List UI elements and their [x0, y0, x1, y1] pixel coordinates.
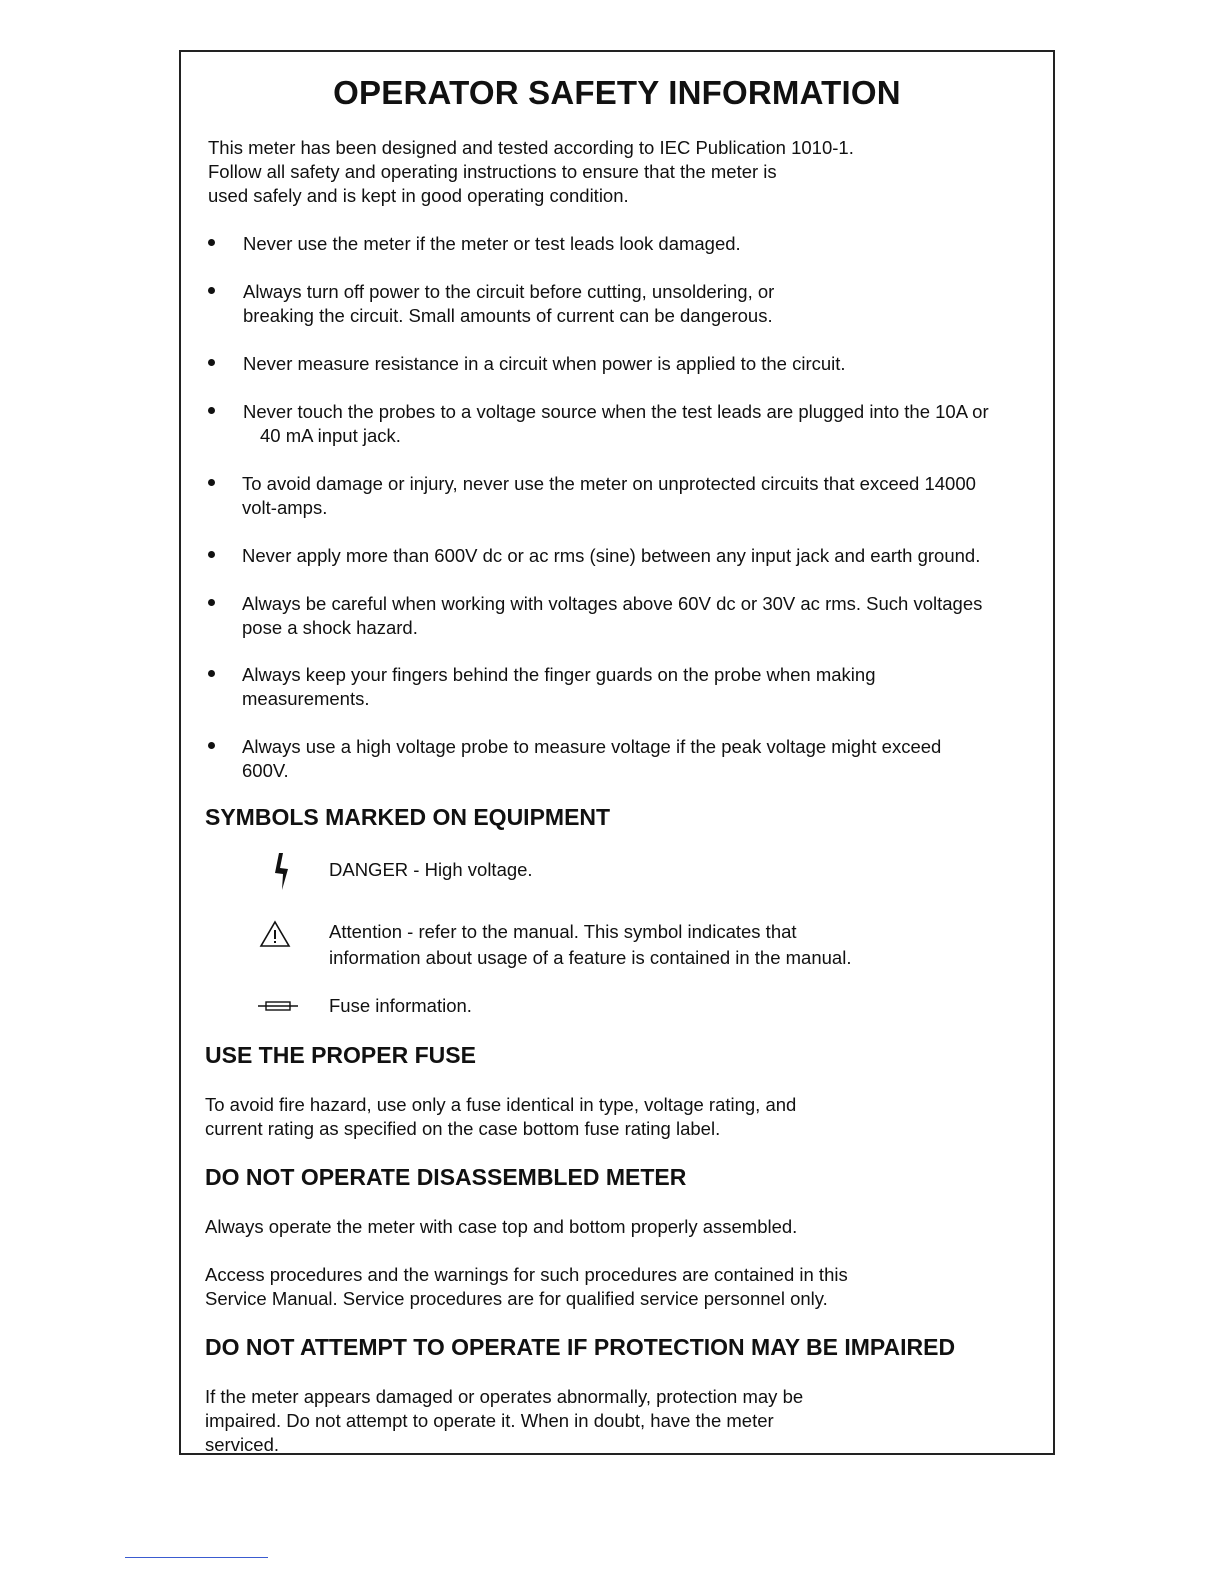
- bullet-dot: [208, 742, 215, 749]
- symbol-1-text: DANGER - High voltage.: [329, 859, 533, 880]
- fuse-icon: [258, 999, 298, 1018]
- bullet-4-line-2: 40 mA input jack.: [260, 425, 401, 446]
- safety-info-box: [179, 50, 1055, 1455]
- impaired-line-2: impaired. Do not attempt to operate it. When in doubt, have the meter: [205, 1410, 774, 1431]
- bullet-2-line-2: breaking the circuit. Small amounts of current can be dangerous.: [243, 305, 773, 326]
- fuse-line-1: To avoid fire hazard, use only a fuse identical in type, voltage rating, and: [205, 1094, 797, 1115]
- symbol-2-line-1: Attention - refer to the manual. This symbol indicates that: [329, 921, 797, 942]
- bullet-8-line-1: Always keep your fingers behind the finger guards on the probe when making: [242, 664, 876, 685]
- bullet-dot: [208, 287, 215, 294]
- bullet-dot: [208, 479, 215, 486]
- disassembled-para-2-line-1: Access procedures and the warnings for such procedures are contained in this: [205, 1264, 848, 1285]
- bullet-9-line-2: 600V.: [242, 760, 289, 781]
- symbol-3-text: Fuse information.: [329, 995, 472, 1016]
- intro-line-3: used safely and is kept in good operating condition.: [208, 185, 629, 206]
- disassembled-para-2-line-2: Service Manual. Service procedures are for qualified service personnel only.: [205, 1288, 828, 1309]
- bullet-dot: [208, 239, 215, 246]
- bullet-5-line-2: volt-amps.: [242, 497, 328, 518]
- page-title: OPERATOR SAFETY INFORMATION: [333, 74, 901, 111]
- bullet-dot: [208, 359, 215, 366]
- bullet-dot: [208, 670, 215, 677]
- bullet-dot: [208, 551, 215, 558]
- footer-rule: [125, 1557, 268, 1558]
- high-voltage-icon: [273, 852, 291, 897]
- fuse-heading: USE THE PROPER FUSE: [205, 1042, 476, 1068]
- bullet-1-line-1: Never use the meter if the meter or test leads look damaged.: [243, 233, 741, 254]
- bullet-7-line-2: pose a shock hazard.: [242, 617, 418, 638]
- bullet-8-line-2: measurements.: [242, 688, 370, 709]
- bullet-dot: [208, 599, 215, 606]
- bullet-6-line-1: Never apply more than 600V dc or ac rms (sine) between any input jack and earth ground.: [242, 545, 981, 566]
- bullet-dot: [208, 407, 215, 414]
- bullet-4-line-1: Never touch the probes to a voltage source when the test leads are plugged into the 10A or: [243, 401, 989, 422]
- disassembled-para-1: Always operate the meter with case top and bottom properly assembled.: [205, 1216, 798, 1237]
- bullet-5-line-1: To avoid damage or injury, never use the meter on unprotected circuits that exceed 14000: [242, 473, 976, 494]
- symbol-2-line-2: information about usage of a feature is contained in the manual.: [329, 947, 852, 968]
- intro-line-1: This meter has been designed and tested according to IEC Publication 1010-1.: [208, 137, 854, 158]
- impaired-line-3: serviced.: [205, 1434, 280, 1455]
- bullet-9-line-1: Always use a high voltage probe to measure voltage if the peak voltage might exceed: [242, 736, 942, 757]
- intro-line-2: Follow all safety and operating instructions to ensure that the meter is: [208, 161, 777, 182]
- symbols-heading: SYMBOLS MARKED ON EQUIPMENT: [205, 804, 611, 830]
- impaired-heading: DO NOT ATTEMPT TO OPERATE IF PROTECTION MAY BE IMPAIRED: [205, 1334, 956, 1360]
- attention-triangle-icon: [259, 920, 291, 953]
- impaired-line-1: If the meter appears damaged or operates abnormally, protection may be: [205, 1386, 804, 1407]
- bullet-3-line-1: Never measure resistance in a circuit when power is applied to the circuit.: [243, 353, 846, 374]
- fuse-line-2: current rating as specified on the case bottom fuse rating label.: [205, 1118, 721, 1139]
- bullet-2-line-1: Always turn off power to the circuit before cutting, unsoldering, or: [243, 281, 775, 302]
- bullet-7-line-1: Always be careful when working with voltages above 60V dc or 30V ac rms. Such voltages: [242, 593, 983, 614]
- disassembled-heading: DO NOT OPERATE DISASSEMBLED METER: [205, 1164, 687, 1190]
